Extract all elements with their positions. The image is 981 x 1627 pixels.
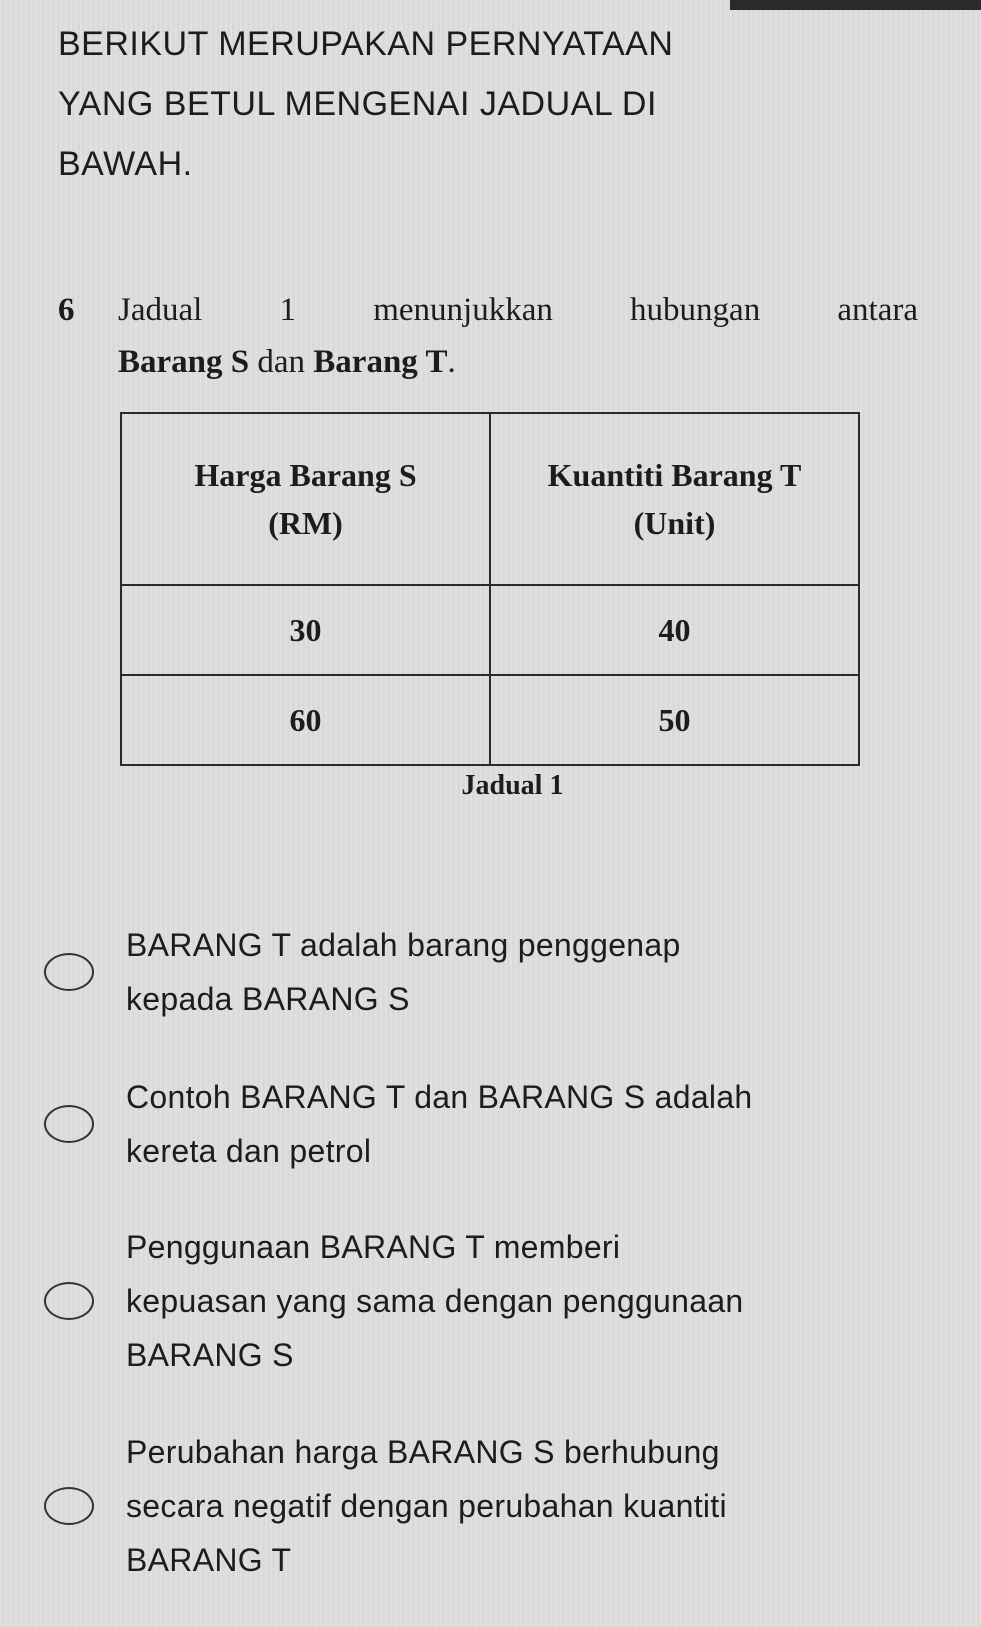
answer-option-text[interactable] xyxy=(126,1070,753,1178)
data-table xyxy=(120,412,860,766)
table-caption: Jadual 1 xyxy=(461,770,564,801)
table-row xyxy=(121,585,859,675)
table-header-row xyxy=(121,413,859,585)
answer-option-text[interactable] xyxy=(126,1220,744,1382)
answer-option-3[interactable] xyxy=(44,1220,924,1382)
question-instruction xyxy=(58,14,858,194)
header-quantity-unit: (Unit) xyxy=(633,505,716,541)
instruction-line-3: BAWAH. xyxy=(58,145,193,183)
option-line: kepuasan yang sama dengan penggunaan xyxy=(126,1283,744,1319)
item-s-label: Barang S xyxy=(118,344,250,380)
radio-button-icon[interactable] xyxy=(44,1105,94,1143)
option-line: Contoh BARANG T dan BARANG S adalah xyxy=(126,1079,753,1115)
question-number: 6 xyxy=(58,292,75,328)
question-end: . xyxy=(447,344,456,380)
table-cell-quantity: 40 xyxy=(490,585,859,675)
table-cell-price: 30 xyxy=(121,585,490,675)
header-quantity-title: Kuantiti Barang T xyxy=(547,457,802,493)
answer-option-1[interactable] xyxy=(44,918,924,1026)
table-cell-price: 60 xyxy=(121,675,490,765)
radio-button-icon[interactable] xyxy=(44,1282,94,1320)
answer-option-2[interactable] xyxy=(44,1070,924,1178)
question-intro: Jadual 1 menunjukkan hubungan antara xyxy=(118,292,918,328)
option-line: kereta dan petrol xyxy=(126,1133,372,1169)
item-t-label: Barang T xyxy=(313,344,448,380)
option-line: secara negatif dengan perubahan kuantiti xyxy=(126,1488,727,1524)
option-line: BARANG T xyxy=(126,1542,292,1578)
header-price-unit: (RM) xyxy=(268,505,343,541)
table-header-price xyxy=(121,413,490,585)
option-line: Penggunaan BARANG T memberi xyxy=(126,1229,621,1265)
table-row xyxy=(121,675,859,765)
question-items xyxy=(58,336,918,388)
instruction-line-1: BERIKUT MERUPAKAN PERNYATAAN xyxy=(58,25,674,63)
table-header-quantity xyxy=(490,413,859,585)
item-connector: dan xyxy=(249,344,314,380)
option-line: kepada BARANG S xyxy=(126,981,410,1017)
option-line: BARANG S xyxy=(126,1337,294,1373)
answer-option-text[interactable] xyxy=(126,918,681,1026)
table-cell-quantity: 50 xyxy=(490,675,859,765)
option-line: BARANG T adalah barang penggenap xyxy=(126,927,681,963)
radio-button-icon[interactable] xyxy=(44,953,94,991)
option-line: Perubahan harga BARANG S berhubung xyxy=(126,1434,720,1470)
instruction-line-2: YANG BETUL MENGENAI JADUAL DI xyxy=(58,85,657,123)
question-stem xyxy=(58,284,918,388)
header-price-title: Harga Barang S xyxy=(194,457,417,493)
answer-option-4[interactable] xyxy=(44,1425,924,1587)
screen-top-edge xyxy=(730,0,981,10)
answer-option-text[interactable] xyxy=(126,1425,727,1587)
radio-button-icon[interactable] xyxy=(44,1487,94,1525)
